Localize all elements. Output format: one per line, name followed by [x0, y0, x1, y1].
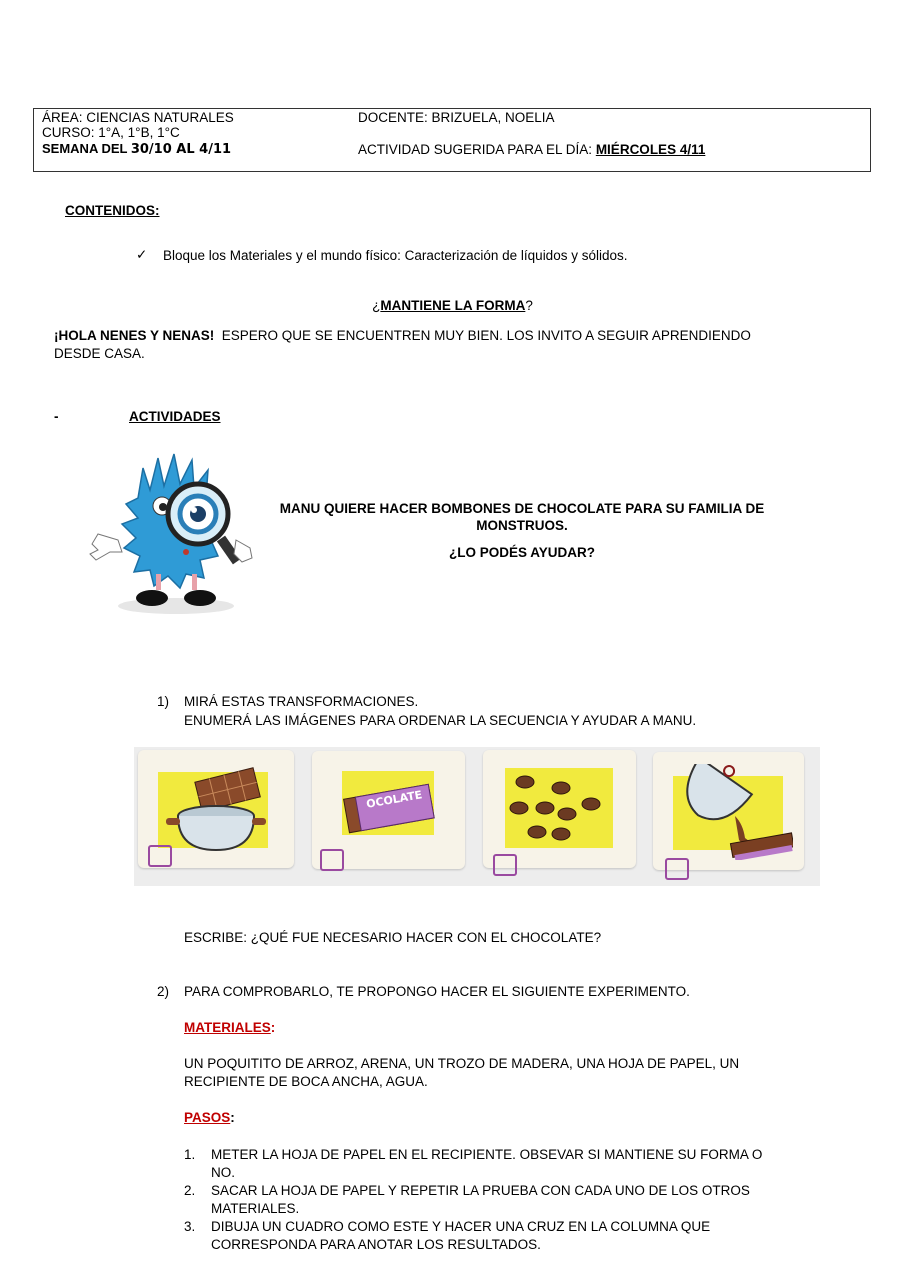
sequence-card-2 [312, 751, 465, 869]
item1-line1: MIRÁ ESTAS TRANSFORMACIONES. [184, 694, 419, 709]
greeting-line2: DESDE CASA. [54, 346, 145, 361]
step-text-line1: DIBUJA UN CUADRO COMO ESTE Y HACER UNA CRUZ EN LA COLUMNA QUE [211, 1219, 711, 1234]
header-semana-value: 30/10 AL 4/11 [130, 142, 232, 157]
monster-illustration [88, 448, 260, 618]
header-actividad [358, 142, 705, 157]
greeting-text: ESPERO QUE SE ENCUENTREN MUY BIEN. LOS INVITO A SEGUIR APRENDIENDO [214, 328, 751, 343]
actividades-dash: - [54, 409, 59, 424]
materiales-heading [184, 1020, 275, 1035]
sequence-checkbox-2[interactable] [320, 849, 344, 871]
pasos-step-2 [184, 1182, 824, 1218]
monster-question: ¿LO PODÉS AYUDAR? [448, 545, 595, 560]
step-number: 2. [184, 1183, 196, 1198]
materiales-line1: UN POQUITITO DE ARROZ, ARENA, UN TROZO DE MADERA, UNA HOJA DE PAPEL, UN [184, 1056, 740, 1071]
item1-number: 1) [157, 694, 170, 709]
pasos-title: PASOS [184, 1110, 231, 1125]
bonbons-icon [505, 768, 613, 848]
sequence-card-3 [483, 750, 636, 868]
step-number: 1. [184, 1147, 196, 1162]
step-text-line2: NO. [211, 1165, 236, 1180]
header-semana-label: SEMANA DEL [42, 141, 131, 156]
pasos-heading [184, 1110, 235, 1125]
greeting-line1 [54, 328, 751, 343]
sequence-checkbox-3[interactable] [493, 854, 517, 876]
step-text-line1: METER LA HOJA DE PAPEL EN EL RECIPIENTE. OBSEVAR SI MANTIENE SU FORMA O [211, 1147, 763, 1162]
pouring-chocolate-icon [673, 764, 793, 860]
sequence-card-1 [138, 750, 294, 868]
chocolate-bar-label: OCOLATE [365, 788, 424, 811]
step-text-line2: MATERIALES. [211, 1201, 300, 1216]
item2-text: PARA COMPROBARLO, TE PROPONGO HACER EL SIGUIENTE EXPERIMENTO. [184, 984, 690, 999]
header-actividad-label: ACTIVIDAD SUGERIDA PARA EL DÍA: [358, 142, 596, 157]
sequence-checkbox-4[interactable] [665, 858, 689, 880]
pasos-colon: : [230, 1110, 235, 1125]
sequence-checkbox-1[interactable] [148, 845, 172, 867]
monster-line1: MANU QUIERE HACER BOMBONES DE CHOCOLATE PARA SU FAMILIA DE [279, 501, 765, 516]
header-semana [42, 141, 231, 157]
greeting-bold: ¡HOLA NENES Y NENAS! [54, 328, 215, 343]
materiales-title: MATERIALES [184, 1020, 271, 1035]
pasos-step-3 [184, 1218, 824, 1254]
step-number: 3. [184, 1219, 196, 1234]
chocolate-bar-icon [342, 781, 442, 837]
check-icon: ✓ [136, 247, 148, 262]
pasos-list [184, 1146, 824, 1254]
item1-line2: ENUMERÁ LAS IMÁGENES PARA ORDENAR LA SECUENCIA Y AYUDAR A MANU. [184, 713, 697, 728]
pasos-step-1 [184, 1146, 824, 1182]
section-title-text: MANTIENE LA FORMA [380, 298, 526, 313]
sequence-card-4 [653, 752, 804, 870]
header-area: ÁREA: CIENCIAS NATURALES [42, 110, 234, 125]
escribe-question: ESCRIBE: ¿QUÉ FUE NECESARIO HACER CON EL CHOCOLATE? [184, 930, 602, 945]
item2-number: 2) [157, 984, 170, 999]
sequence-strip [134, 747, 820, 886]
materiales-line2: RECIPIENTE DE BOCA ANCHA, AGUA. [184, 1074, 428, 1089]
section-title-open: ¿ [372, 298, 381, 313]
step-text-line1: SACAR LA HOJA DE PAPEL Y REPETIR LA PRUEBA CON CADA UNO DE LOS OTROS [211, 1183, 750, 1198]
monster-line2: MONSTRUOS. [476, 518, 568, 533]
section-title-close: ? [525, 298, 533, 313]
header-curso: CURSO: 1°A, 1°B, 1°C [42, 125, 180, 140]
section-title [0, 298, 905, 313]
contenidos-item: Bloque los Materiales y el mundo físico: Caracterización de líquidos y sólidos. [163, 248, 628, 263]
step-text-line2: CORRESPONDA PARA ANOTAR LOS RESULTADOS. [211, 1237, 541, 1252]
header-actividad-day: MIÉRCOLES 4/11 [595, 142, 706, 157]
materiales-colon: : [270, 1020, 276, 1035]
monster-text [272, 500, 772, 534]
header-docente: DOCENTE: BRIZUELA, NOELIA [358, 110, 555, 125]
pot-with-chocolate-icon [160, 766, 280, 856]
contenidos-title: CONTENIDOS: [65, 203, 160, 218]
actividades-title: ACTIVIDADES [129, 409, 221, 424]
